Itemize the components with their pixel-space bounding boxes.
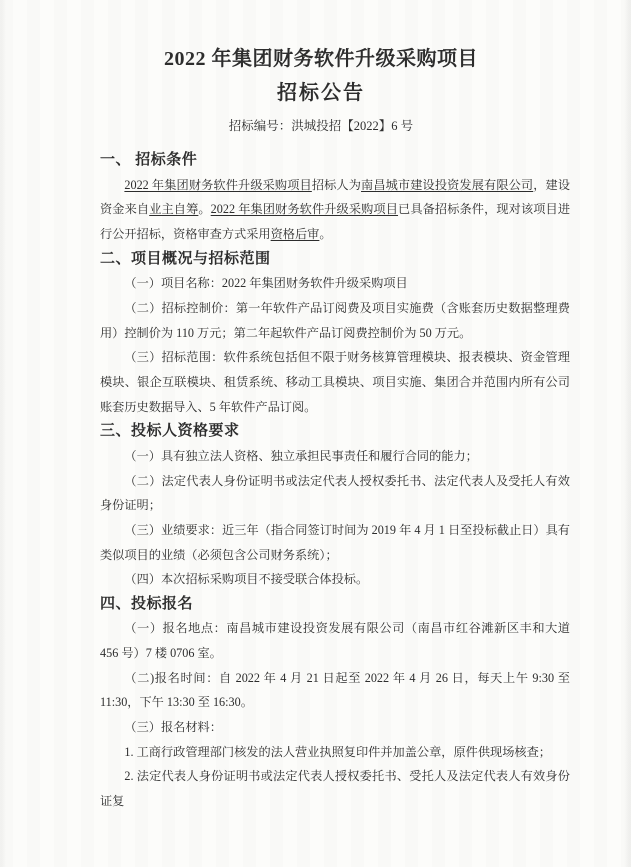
underlined-project-name-2: 2022 年集团财务软件升级采购项目 [210,202,399,217]
paragraph-project-name: （一）项目名称：2022 年集团财务软件升级采购项目 [124,276,408,291]
tender-number: 招标编号：洪城投招【2022】6 号 [228,119,414,133]
document-content [100,46,570,814]
paragraph-control-price: （二）招标控制价：第一年软件产品订阅费及项目实施费（含账套历史数据整理费用）控制价为 110 万元；第二年起软件产品订阅费控制价为 50 万元。 [100,300,570,340]
paragraph-qualification-1: （一）具有独立法人资格、独立承担民事责任和履行合同的能力； [124,448,478,463]
paragraph-qualification-4: （四）本次招标采购项目不接受联合体投标。 [124,572,369,587]
plain-text: ，建设资金来自 [100,177,571,217]
paragraph-qualification-3: （三）业绩要求：近三年（指合同签订时间为 2019 年 4 月 1 日至投标截止日）具有类似项目的业绩（必须包含公司财务系统）； [100,522,570,562]
section-heading-2: 二、项目概况与招标范围 [100,250,271,267]
plain-text: 。 [198,202,211,217]
plain-text: 。 [319,226,332,241]
underlined-tenderer-name: 南昌城市建设投资发展有限公司 [361,177,534,192]
paragraph-tender-scope: （三）招标范围：软件系统包括但不限于财务核算管理模块、报表模块、资金管理模块、银企互联模块、租赁系统、移动工具模块、项目实施、集团合并范围内所有公司账套历史数据导入、5 年软件产品订阅。 [100,350,570,414]
underlined-funding-source: 业主自筹 [149,202,199,217]
paragraph-material-item-2: 2. 法定代表人身份证明书或法定代表人授权委托书、受托人及法定代表人有效身份证复 [100,769,570,809]
paragraph-qualification-2: （二）法定代表人身份证明书或法定代表人授权委托书、法定代表人及受托人有效身份证明； [100,473,570,513]
plain-text: 招标人为 [311,177,362,192]
underlined-qualification-method: 资格后审 [270,226,320,241]
paragraph-registration-time: （二)报名时间：自 2022 年 4 月 21 日起至 2022 年 4 月 26 日，每天上午 9:30 至 11:30，下午 13:30 至 16:30。 [100,670,570,710]
paragraph-material-item-1: 1. 工商行政管理部门核发的法人营业执照复印件并加盖公章，原件供现场核查； [124,744,551,759]
section-heading-3: 三、投标人资格要求 [100,423,240,440]
paragraph-registration-materials: （三）报名材料： [124,720,222,735]
plain-text: 已具备招标条件，现对该项目进行公开招标，资格审查方式采用 [100,202,571,241]
section-heading-1: 一、 招标条件 [100,152,198,168]
underlined-project-name: 2022 年集团财务软件升级采购项目 [124,177,312,192]
document-header [86,46,556,134]
section-heading-4: 四、投标报名 [100,595,194,612]
document-body [100,148,570,814]
document-title: 2022 年集团财务软件升级采购项目 [164,48,478,70]
section-1-paragraph [100,173,570,247]
paragraph-registration-place: （一）报名地点：南昌城市建设投资发展有限公司（南昌市红谷滩新区丰和大道 456 号）7 楼 0706 室。 [100,621,570,661]
document-subtitle: 招标公告 [277,82,365,104]
